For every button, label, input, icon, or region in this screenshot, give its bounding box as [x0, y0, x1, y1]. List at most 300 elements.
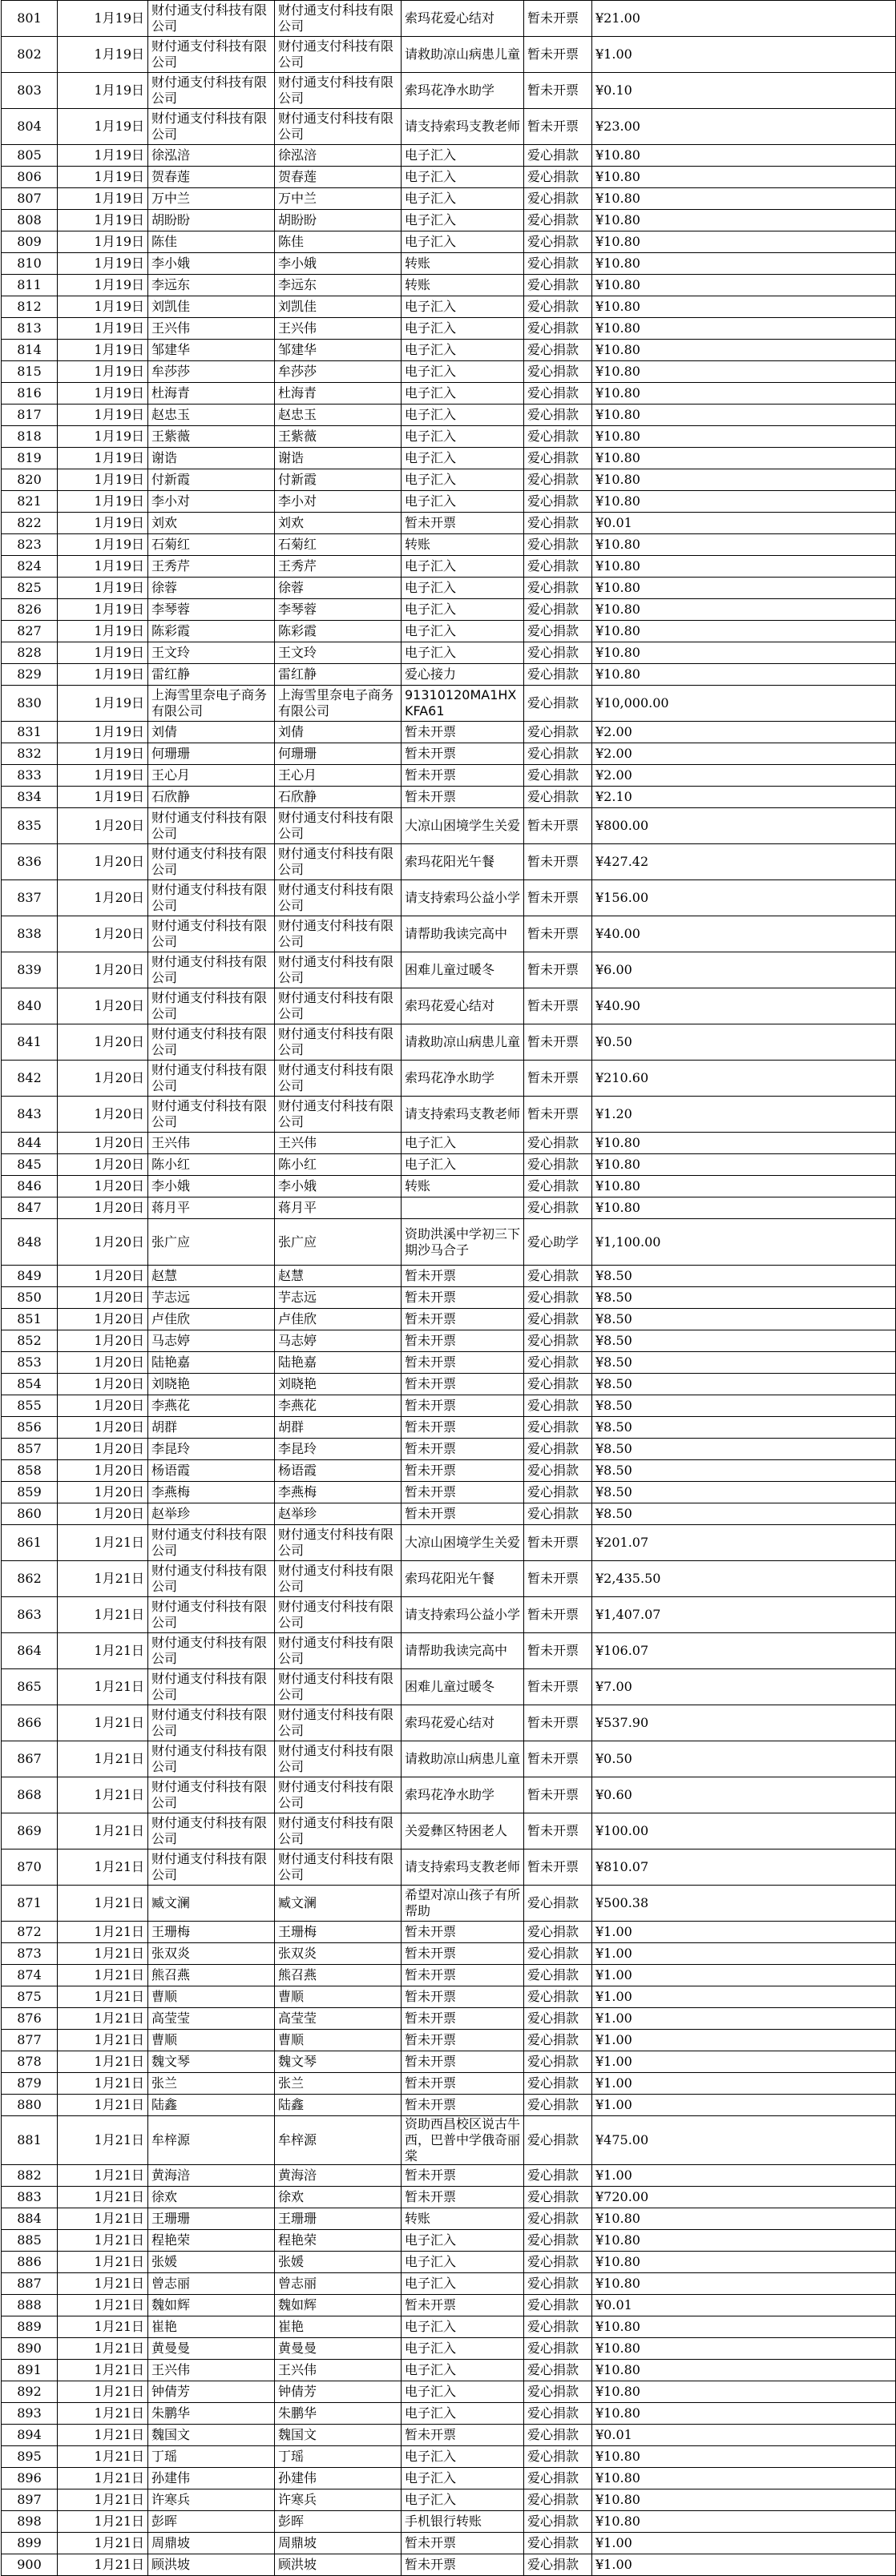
payment-remark-cell: 暂未开票 — [402, 2051, 524, 2073]
category-cell: 爱心捐款 — [524, 621, 592, 642]
category-cell: 爱心捐款 — [524, 1266, 592, 1287]
donation-date-cell: 1月19日 — [58, 664, 148, 686]
donor-name-cell: 财付通支付科技有限公司 — [148, 73, 275, 109]
amount-cell: ¥10.80 — [592, 2381, 896, 2403]
payment-remark-cell: 电子汇入 — [402, 145, 524, 167]
donation-date-cell: 1月19日 — [58, 1, 148, 37]
amount-cell: ¥500.38 — [592, 1886, 896, 1922]
payer-name-cell: 陆鑫 — [275, 2095, 402, 2116]
category-cell: 爱心捐款 — [524, 2008, 592, 2030]
category-cell: 暂未开票 — [524, 37, 592, 73]
payer-name-cell: 彭晖 — [275, 2511, 402, 2533]
category-cell: 爱心捐款 — [524, 2425, 592, 2446]
payer-name-cell: 曹顺 — [275, 1986, 402, 2008]
row-number-cell: 818 — [2, 426, 58, 448]
table-row — [2, 2489, 896, 2511]
payer-name-cell: 贺春莲 — [275, 167, 402, 188]
amount-cell: ¥10.80 — [592, 2230, 896, 2252]
row-number-cell: 879 — [2, 2073, 58, 2095]
amount-cell: ¥10.80 — [592, 1133, 896, 1154]
category-cell: 爱心捐款 — [524, 1943, 592, 1965]
donor-name-cell: 张媛 — [148, 2252, 275, 2273]
payer-name-cell: 杜海青 — [275, 383, 402, 405]
donation-date-cell: 1月21日 — [58, 1705, 148, 1741]
category-cell: 爱心捐款 — [524, 2446, 592, 2468]
amount-cell: ¥23.00 — [592, 109, 896, 145]
donation-date-cell: 1月19日 — [58, 210, 148, 231]
payment-remark-cell: 电子汇入 — [402, 318, 524, 340]
table-row — [2, 1097, 896, 1133]
payment-remark-cell: 暂未开票 — [402, 1439, 524, 1460]
payer-name-cell: 芋志远 — [275, 1287, 402, 1309]
donor-name-cell: 财付通支付科技有限公司 — [148, 844, 275, 880]
payment-remark-cell: 转账 — [402, 534, 524, 556]
amount-cell: ¥8.50 — [592, 1374, 896, 1395]
category-cell: 爱心捐款 — [524, 2489, 592, 2511]
donor-name-cell: 朱鹏华 — [148, 2403, 275, 2425]
amount-cell: ¥2.10 — [592, 787, 896, 808]
donor-name-cell: 徐泓涪 — [148, 145, 275, 167]
category-cell: 爱心捐款 — [524, 1395, 592, 1417]
amount-cell: ¥10.80 — [592, 2338, 896, 2360]
row-number-cell: 883 — [2, 2187, 58, 2208]
payment-remark-cell: 电子汇入 — [402, 491, 524, 513]
donor-name-cell: 财付通支付科技有限公司 — [148, 880, 275, 916]
payer-name-cell: 徐泓涪 — [275, 145, 402, 167]
payer-name-cell: 臧文澜 — [275, 1886, 402, 1922]
payment-remark-cell: 暂未开票 — [402, 1266, 524, 1287]
category-cell: 爱心捐款 — [524, 188, 592, 210]
donor-name-cell: 王珊梅 — [148, 1922, 275, 1943]
donation-date-cell: 1月19日 — [58, 642, 148, 664]
payer-name-cell: 石欣静 — [275, 787, 402, 808]
amount-cell: ¥10.80 — [592, 1197, 896, 1219]
row-number-cell: 872 — [2, 1922, 58, 1943]
donation-date-cell: 1月20日 — [58, 916, 148, 952]
row-number-cell: 836 — [2, 844, 58, 880]
amount-cell: ¥537.90 — [592, 1705, 896, 1741]
category-cell: 爱心捐款 — [524, 2273, 592, 2295]
amount-cell: ¥0.60 — [592, 1777, 896, 1813]
table-row — [2, 1, 896, 37]
category-cell: 爱心捐款 — [524, 1417, 592, 1439]
donor-name-cell: 财付通支付科技有限公司 — [148, 1741, 275, 1777]
row-number-cell: 847 — [2, 1197, 58, 1219]
category-cell: 爱心捐款 — [524, 722, 592, 743]
payer-name-cell: 财付通支付科技有限公司 — [275, 1669, 402, 1705]
category-cell: 爱心捐款 — [524, 2095, 592, 2116]
payer-name-cell: 李远东 — [275, 275, 402, 296]
category-cell: 暂未开票 — [524, 1, 592, 37]
donor-name-cell: 陈小红 — [148, 1154, 275, 1176]
row-number-cell: 808 — [2, 210, 58, 231]
payment-remark-cell: 电子汇入 — [402, 1154, 524, 1176]
payer-name-cell: 黄曼曼 — [275, 2338, 402, 2360]
payer-name-cell: 李燕梅 — [275, 1482, 402, 1503]
payment-remark-cell: 索玛花阳光午餐 — [402, 1561, 524, 1597]
row-number-cell: 887 — [2, 2273, 58, 2295]
donor-name-cell: 财付通支付科技有限公司 — [148, 1813, 275, 1849]
category-cell: 暂未开票 — [524, 1024, 592, 1061]
category-cell: 爱心捐款 — [524, 2073, 592, 2095]
payment-remark-cell: 暂未开票 — [402, 743, 524, 765]
table-row — [2, 1669, 896, 1705]
payment-remark-cell: 暂未开票 — [402, 2095, 524, 2116]
row-number-cell: 896 — [2, 2468, 58, 2489]
donation-date-cell: 1月21日 — [58, 1741, 148, 1777]
amount-cell: ¥0.01 — [592, 513, 896, 534]
payment-remark-cell: 电子汇入 — [402, 2338, 524, 2360]
table-row — [2, 578, 896, 599]
donation-date-cell: 1月21日 — [58, 2030, 148, 2051]
category-cell: 爱心捐款 — [524, 1197, 592, 1219]
donation-date-cell: 1月20日 — [58, 1330, 148, 1352]
row-number-cell: 820 — [2, 469, 58, 491]
amount-cell: ¥156.00 — [592, 880, 896, 916]
payment-remark-cell: 电子汇入 — [402, 578, 524, 599]
amount-cell: ¥10.80 — [592, 167, 896, 188]
table-row — [2, 556, 896, 578]
donor-name-cell: 丁瑶 — [148, 2446, 275, 2468]
payer-name-cell: 李琴蓉 — [275, 599, 402, 621]
donation-date-cell: 1月19日 — [58, 73, 148, 109]
donor-name-cell: 财付通支付科技有限公司 — [148, 1633, 275, 1669]
donation-table — [1, 0, 896, 2576]
amount-cell: ¥0.01 — [592, 2425, 896, 2446]
donation-date-cell: 1月20日 — [58, 1024, 148, 1061]
payment-remark-cell: 暂未开票 — [402, 722, 524, 743]
table-row — [2, 1219, 896, 1266]
donor-name-cell: 刘晓艳 — [148, 1374, 275, 1395]
donation-date-cell: 1月19日 — [58, 722, 148, 743]
payer-name-cell: 熊召燕 — [275, 1965, 402, 1986]
donor-name-cell: 赵忠玉 — [148, 405, 275, 426]
payer-name-cell: 财付通支付科技有限公司 — [275, 916, 402, 952]
payer-name-cell: 上海雪里奈电子商务有限公司 — [275, 686, 402, 722]
donor-name-cell: 财付通支付科技有限公司 — [148, 952, 275, 988]
payment-remark-cell: 请支持索玛公益小学 — [402, 880, 524, 916]
payment-remark-cell — [402, 1197, 524, 1219]
donor-name-cell: 顾洪坡 — [148, 2554, 275, 2576]
donor-name-cell: 财付通支付科技有限公司 — [148, 1525, 275, 1561]
amount-cell: ¥10.80 — [592, 2489, 896, 2511]
payer-name-cell: 财付通支付科技有限公司 — [275, 880, 402, 916]
donor-name-cell: 财付通支付科技有限公司 — [148, 1, 275, 37]
row-number-cell: 834 — [2, 787, 58, 808]
donation-date-cell: 1月20日 — [58, 880, 148, 916]
payment-remark-cell: 电子汇入 — [402, 210, 524, 231]
row-number-cell: 817 — [2, 405, 58, 426]
amount-cell: ¥10.80 — [592, 296, 896, 318]
amount-cell: ¥10.80 — [592, 578, 896, 599]
row-number-cell: 888 — [2, 2295, 58, 2316]
payer-name-cell: 财付通支付科技有限公司 — [275, 1633, 402, 1669]
amount-cell: ¥10.80 — [592, 2360, 896, 2381]
payer-name-cell: 曾志丽 — [275, 2273, 402, 2295]
donor-name-cell: 李燕花 — [148, 1395, 275, 1417]
payer-name-cell: 李昆玲 — [275, 1439, 402, 1460]
table-row — [2, 1330, 896, 1352]
table-row — [2, 686, 896, 722]
donation-date-cell: 1月19日 — [58, 491, 148, 513]
row-number-cell: 822 — [2, 513, 58, 534]
table-row — [2, 642, 896, 664]
table-row — [2, 599, 896, 621]
payment-remark-cell: 电子汇入 — [402, 2381, 524, 2403]
table-row — [2, 2446, 896, 2468]
table-row — [2, 2403, 896, 2425]
payer-name-cell: 胡群 — [275, 1417, 402, 1439]
row-number-cell: 862 — [2, 1561, 58, 1597]
payer-name-cell: 孙建伟 — [275, 2468, 402, 2489]
category-cell: 爱心捐款 — [524, 1922, 592, 1943]
table-row — [2, 1266, 896, 1287]
row-number-cell: 803 — [2, 73, 58, 109]
payment-remark-cell: 索玛花阳光午餐 — [402, 844, 524, 880]
row-number-cell: 899 — [2, 2533, 58, 2554]
amount-cell: ¥10.80 — [592, 642, 896, 664]
donor-name-cell: 李琴蓉 — [148, 599, 275, 621]
donor-name-cell: 万中兰 — [148, 188, 275, 210]
category-cell: 爱心捐款 — [524, 2252, 592, 2273]
payment-remark-cell: 资助洪溪中学初三下期沙马合子 — [402, 1219, 524, 1266]
amount-cell: ¥8.50 — [592, 1482, 896, 1503]
row-number-cell: 841 — [2, 1024, 58, 1061]
amount-cell: ¥8.50 — [592, 1330, 896, 1352]
table-row — [2, 1777, 896, 1813]
payer-name-cell: 徐蓉 — [275, 578, 402, 599]
payment-remark-cell: 爱心接力 — [402, 664, 524, 686]
donor-name-cell: 财付通支付科技有限公司 — [148, 1097, 275, 1133]
row-number-cell: 877 — [2, 2030, 58, 2051]
amount-cell: ¥0.50 — [592, 1741, 896, 1777]
payment-remark-cell: 电子汇入 — [402, 621, 524, 642]
donor-name-cell: 付新霞 — [148, 469, 275, 491]
category-cell: 爱心捐款 — [524, 1439, 592, 1460]
donor-name-cell: 财付通支付科技有限公司 — [148, 1061, 275, 1097]
amount-cell: ¥10.80 — [592, 1154, 896, 1176]
donation-date-cell: 1月21日 — [58, 2095, 148, 2116]
row-number-cell: 852 — [2, 1330, 58, 1352]
payer-name-cell: 张媛 — [275, 2252, 402, 2273]
donor-name-cell: 财付通支付科技有限公司 — [148, 37, 275, 73]
category-cell: 暂未开票 — [524, 1777, 592, 1813]
donation-date-cell: 1月21日 — [58, 2073, 148, 2095]
row-number-cell: 893 — [2, 2403, 58, 2425]
table-row — [2, 2316, 896, 2338]
row-number-cell: 839 — [2, 952, 58, 988]
row-number-cell: 846 — [2, 1176, 58, 1197]
payer-name-cell: 曹顺 — [275, 2030, 402, 2051]
table-row — [2, 1705, 896, 1741]
payment-remark-cell: 电子汇入 — [402, 296, 524, 318]
donor-name-cell: 何珊珊 — [148, 743, 275, 765]
donor-name-cell: 魏文琴 — [148, 2051, 275, 2073]
donor-name-cell: 彭晖 — [148, 2511, 275, 2533]
amount-cell: ¥1.00 — [592, 1965, 896, 1986]
donor-name-cell: 牟梓源 — [148, 2116, 275, 2165]
payer-name-cell: 财付通支付科技有限公司 — [275, 1849, 402, 1886]
category-cell: 暂未开票 — [524, 916, 592, 952]
row-number-cell: 835 — [2, 808, 58, 844]
category-cell: 爱心捐款 — [524, 296, 592, 318]
payer-name-cell: 程艳荣 — [275, 2230, 402, 2252]
table-row — [2, 2030, 896, 2051]
payer-name-cell: 李小对 — [275, 491, 402, 513]
payer-name-cell: 财付通支付科技有限公司 — [275, 73, 402, 109]
donation-date-cell: 1月20日 — [58, 1176, 148, 1197]
donor-name-cell: 高莹莹 — [148, 2008, 275, 2030]
row-number-cell: 881 — [2, 2116, 58, 2165]
row-number-cell: 815 — [2, 361, 58, 383]
category-cell: 爱心捐款 — [524, 2208, 592, 2230]
payer-name-cell: 赵举珍 — [275, 1503, 402, 1525]
amount-cell: ¥10.80 — [592, 383, 896, 405]
amount-cell: ¥0.10 — [592, 73, 896, 109]
payer-name-cell: 蒋月平 — [275, 1197, 402, 1219]
donation-date-cell: 1月20日 — [58, 1482, 148, 1503]
payment-remark-cell: 电子汇入 — [402, 599, 524, 621]
amount-cell: ¥10.80 — [592, 2316, 896, 2338]
amount-cell: ¥10.80 — [592, 2252, 896, 2273]
donation-date-cell: 1月21日 — [58, 2533, 148, 2554]
payment-remark-cell: 暂未开票 — [402, 1395, 524, 1417]
category-cell: 爱心捐款 — [524, 1482, 592, 1503]
payer-name-cell: 陆艳嘉 — [275, 1352, 402, 1374]
category-cell: 爱心捐款 — [524, 743, 592, 765]
amount-cell: ¥10.80 — [592, 2403, 896, 2425]
table-row — [2, 1061, 896, 1097]
amount-cell: ¥1.00 — [592, 2051, 896, 2073]
table-row — [2, 253, 896, 275]
row-number-cell: 814 — [2, 340, 58, 361]
payment-remark-cell: 暂未开票 — [402, 1287, 524, 1309]
row-number-cell: 819 — [2, 448, 58, 469]
donation-date-cell: 1月20日 — [58, 1133, 148, 1154]
row-number-cell: 858 — [2, 1460, 58, 1482]
payer-name-cell: 赵忠玉 — [275, 405, 402, 426]
category-cell: 爱心捐款 — [524, 513, 592, 534]
table-row — [2, 2252, 896, 2273]
amount-cell: ¥1.00 — [592, 2030, 896, 2051]
donor-name-cell: 上海雪里奈电子商务有限公司 — [148, 686, 275, 722]
donor-name-cell: 杨语霞 — [148, 1460, 275, 1482]
amount-cell: ¥2.00 — [592, 765, 896, 787]
payer-name-cell: 顾洪坡 — [275, 2554, 402, 2576]
donor-name-cell: 张双炎 — [148, 1943, 275, 1965]
payment-remark-cell: 暂未开票 — [402, 1352, 524, 1374]
table-row — [2, 2230, 896, 2252]
donor-name-cell: 王兴伟 — [148, 318, 275, 340]
donation-date-cell: 1月21日 — [58, 2511, 148, 2533]
table-row — [2, 1417, 896, 1439]
donor-name-cell: 王兴伟 — [148, 1133, 275, 1154]
table-row — [2, 1561, 896, 1597]
row-number-cell: 840 — [2, 988, 58, 1024]
table-row — [2, 765, 896, 787]
category-cell: 暂未开票 — [524, 1633, 592, 1669]
row-number-cell: 830 — [2, 686, 58, 722]
category-cell: 爱心捐款 — [524, 1986, 592, 2008]
table-row — [2, 1395, 896, 1417]
donation-date-cell: 1月20日 — [58, 1197, 148, 1219]
category-cell: 爱心捐款 — [524, 556, 592, 578]
row-number-cell: 838 — [2, 916, 58, 952]
donor-name-cell: 赵慧 — [148, 1266, 275, 1287]
category-cell: 爱心捐款 — [524, 2403, 592, 2425]
payer-name-cell: 陈佳 — [275, 231, 402, 253]
donation-date-cell: 1月21日 — [58, 2295, 148, 2316]
table-row — [2, 1849, 896, 1886]
category-cell: 爱心捐款 — [524, 253, 592, 275]
table-row — [2, 952, 896, 988]
donation-date-cell: 1月21日 — [58, 2051, 148, 2073]
table-row — [2, 73, 896, 109]
payment-remark-cell: 暂未开票 — [402, 1309, 524, 1330]
category-cell: 暂未开票 — [524, 109, 592, 145]
table-row — [2, 844, 896, 880]
table-row — [2, 2208, 896, 2230]
payer-name-cell: 张双炎 — [275, 1943, 402, 1965]
table-row — [2, 1886, 896, 1922]
row-number-cell: 805 — [2, 145, 58, 167]
table-row — [2, 1482, 896, 1503]
row-number-cell: 866 — [2, 1705, 58, 1741]
amount-cell: ¥1.00 — [592, 2095, 896, 2116]
amount-cell: ¥10.80 — [592, 664, 896, 686]
category-cell: 爱心捐款 — [524, 469, 592, 491]
amount-cell: ¥10.80 — [592, 231, 896, 253]
payer-name-cell: 王秀芹 — [275, 556, 402, 578]
amount-cell: ¥1,407.07 — [592, 1597, 896, 1633]
category-cell: 爱心捐款 — [524, 210, 592, 231]
payer-name-cell: 石菊红 — [275, 534, 402, 556]
table-row — [2, 1986, 896, 2008]
amount-cell: ¥8.50 — [592, 1352, 896, 1374]
category-cell: 爱心捐款 — [524, 1965, 592, 1986]
row-number-cell: 843 — [2, 1097, 58, 1133]
category-cell: 爱心捐款 — [524, 1460, 592, 1482]
payer-name-cell: 钟倩芳 — [275, 2381, 402, 2403]
payment-remark-cell: 暂未开票 — [402, 2295, 524, 2316]
table-row — [2, 318, 896, 340]
row-number-cell: 853 — [2, 1352, 58, 1374]
donor-name-cell: 胡盼盼 — [148, 210, 275, 231]
category-cell: 爱心捐款 — [524, 145, 592, 167]
row-number-cell: 865 — [2, 1669, 58, 1705]
category-cell: 爱心捐款 — [524, 2468, 592, 2489]
payer-name-cell: 财付通支付科技有限公司 — [275, 808, 402, 844]
payment-remark-cell: 索玛花爱心结对 — [402, 1705, 524, 1741]
payment-remark-cell: 暂未开票 — [402, 2187, 524, 2208]
donor-name-cell: 财付通支付科技有限公司 — [148, 1561, 275, 1597]
category-cell: 爱心助学 — [524, 1219, 592, 1266]
donation-date-cell: 1月20日 — [58, 1061, 148, 1097]
table-row — [2, 2187, 896, 2208]
donation-date-cell: 1月21日 — [58, 2208, 148, 2230]
payment-remark-cell: 电子汇入 — [402, 642, 524, 664]
donation-date-cell: 1月19日 — [58, 37, 148, 73]
amount-cell: ¥1.00 — [592, 37, 896, 73]
donation-date-cell: 1月20日 — [58, 952, 148, 988]
donor-name-cell: 财付通支付科技有限公司 — [148, 1597, 275, 1633]
payment-remark-cell: 暂未开票 — [402, 1330, 524, 1352]
payment-remark-cell: 暂未开票 — [402, 2425, 524, 2446]
payer-name-cell: 刘晓艳 — [275, 1374, 402, 1395]
donor-name-cell: 卢佳欣 — [148, 1309, 275, 1330]
payment-remark-cell: 电子汇入 — [402, 2360, 524, 2381]
category-cell: 爱心捐款 — [524, 2187, 592, 2208]
